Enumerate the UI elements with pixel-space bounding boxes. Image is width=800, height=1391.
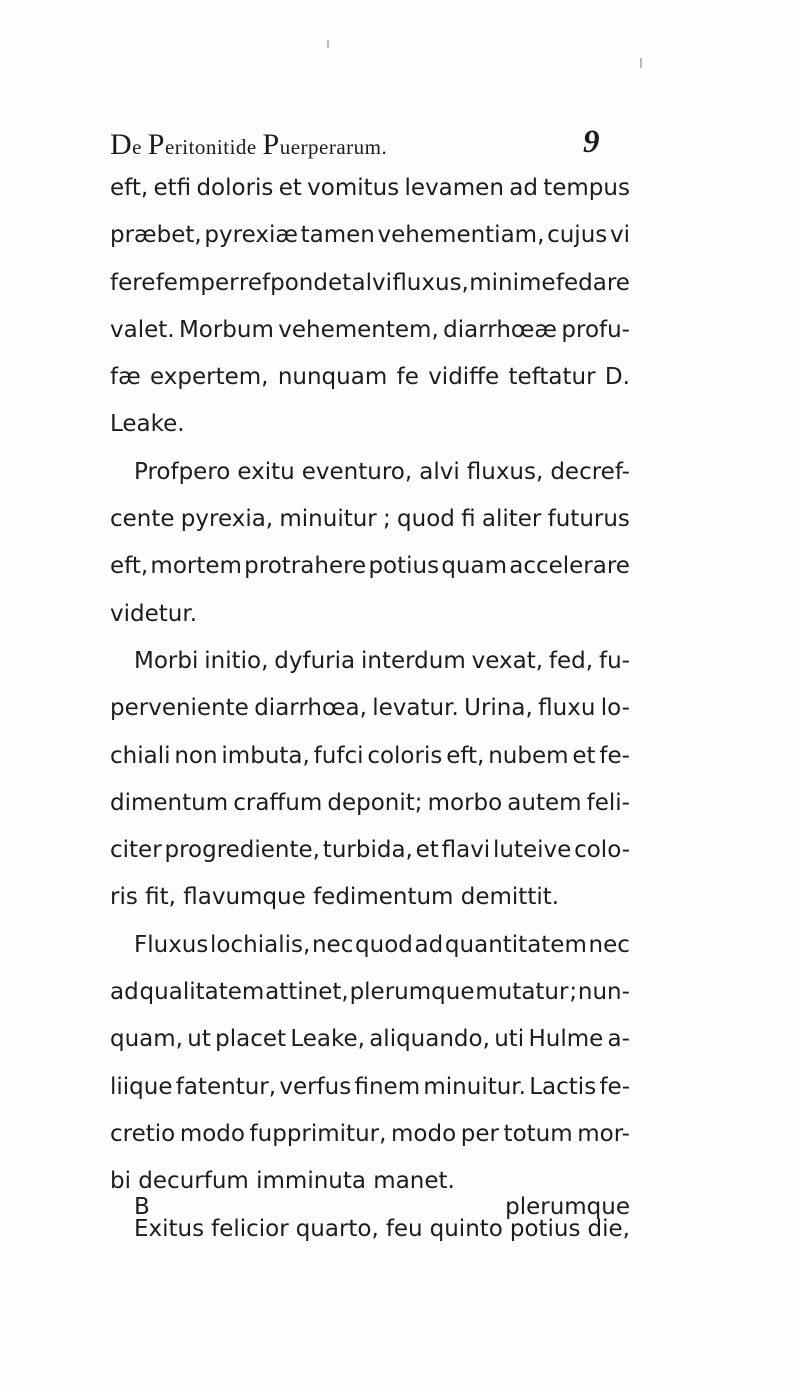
text-line: quam, ut placet Leake, aliquando, uti Hulme a- — [110, 1026, 630, 1053]
text-line: ris fit, flavumque fedimentum demittit. — [110, 884, 560, 911]
text-line: Profpero exitu eventuro, alvi fluxus, decref- — [134, 458, 630, 485]
text-line: eft, etfi doloris et vomitus levamen ad tempus — [110, 175, 630, 201]
text-line: valet. Morbum vehementem, diarrhœæ profu- — [110, 316, 630, 343]
page-number: 9 — [583, 124, 600, 160]
catchword: plerumque — [505, 1194, 630, 1220]
text-line: cente pyrexia, minuitur ; quod fi aliter futurus — [110, 506, 630, 533]
text-line: fere femper refpondet alvi fluxus, minime fedare — [110, 269, 630, 296]
text-line: præbet, pyrexiæ tamen vehementiam, cujus vi — [110, 222, 630, 249]
text-line: Exitus felicior quarto, feu quinto potius die, — [134, 1215, 630, 1242]
text-line: citer progrediente, turbida, et flavi luteive colo- — [110, 837, 630, 864]
text-line: bi decurfum imminuta manet. — [110, 1168, 455, 1195]
text-line: fæ expertem, nunquam fe vidiffe teftatur D. — [110, 364, 630, 391]
text-line: ad qualitatem attinet, plerumque mutatur ; nun- — [110, 979, 630, 1006]
text-line: cretio modo fupprimitur, modo per totum mor- — [110, 1120, 630, 1147]
scan-speck — [640, 58, 642, 68]
text-line: liique fatentur, verfus finem minuitur. Lactis fe- — [110, 1073, 630, 1100]
text-line: Leake. — [110, 411, 185, 438]
page-footer — [110, 1184, 630, 1231]
body-text — [110, 165, 630, 1253]
running-head: De Peritonitide Puerperarum. — [110, 128, 388, 161]
text-line: Morbi initio, dyfuria interdum vexat, fed, fu- — [134, 647, 630, 674]
text-line: perveniente diarrhœa, levatur. Urina, fluxu lo- — [110, 695, 630, 722]
text-line: Fluxus lochialis, nec quod ad quantitatem nec — [134, 931, 630, 958]
text-line: eft, mortem protrahere potius quam accelerare — [110, 553, 630, 580]
text-line: dimentum craffum deponit; morbo autem feli- — [110, 789, 630, 816]
text-line: chiali non imbuta, fufci coloris eft, nubem et fe- — [110, 742, 630, 769]
page-header — [110, 124, 630, 168]
scan-speck — [327, 40, 329, 48]
signature-mark: B — [134, 1194, 150, 1220]
text-line: videtur. — [110, 600, 198, 627]
